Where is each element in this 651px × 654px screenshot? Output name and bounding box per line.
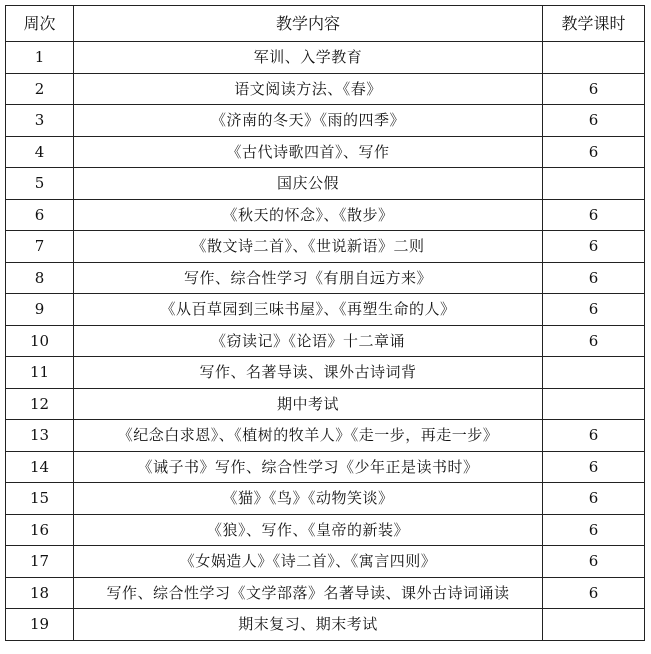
table-row: [6, 451, 645, 483]
table-row: [6, 483, 645, 515]
table-row: [6, 546, 645, 578]
hours-cell: [543, 168, 645, 200]
week-cell: 17: [6, 546, 74, 578]
table-body: [6, 42, 645, 641]
content-cell: 国庆公假: [74, 168, 543, 200]
content-cell: 写作、综合性学习《有朋自远方来》: [74, 262, 543, 294]
content-cell: 《从百草园到三味书屋》、《再塑生命的人》: [74, 294, 543, 326]
week-cell: 16: [6, 514, 74, 546]
week-cell: 14: [6, 451, 74, 483]
hours-cell: 6: [543, 325, 645, 357]
table-row: [6, 73, 645, 105]
content-cell: 《窃读记》《论语》十二章诵: [74, 325, 543, 357]
hours-cell: 6: [543, 294, 645, 326]
hours-cell: [543, 609, 645, 641]
table-row: [6, 262, 645, 294]
week-cell: 19: [6, 609, 74, 641]
table-row: [6, 168, 645, 200]
hours-cell: 6: [543, 451, 645, 483]
hours-cell: 6: [543, 136, 645, 168]
content-cell: 写作、综合性学习《文学部落》名著导读、课外古诗词诵读: [74, 577, 543, 609]
content-cell: 《秋天的怀念》、《散步》: [74, 199, 543, 231]
table-row: [6, 294, 645, 326]
week-cell: 10: [6, 325, 74, 357]
teaching-schedule-table: [5, 5, 645, 641]
content-cell: 《女娲造人》《诗二首》、《寓言四则》: [74, 546, 543, 578]
hours-cell: 6: [543, 577, 645, 609]
table-row: [6, 231, 645, 263]
table-row: [6, 325, 645, 357]
week-cell: 8: [6, 262, 74, 294]
table-row: [6, 514, 645, 546]
hours-cell: 6: [543, 546, 645, 578]
content-cell: 写作、名著导读、课外古诗词背: [74, 357, 543, 389]
table-row: [6, 136, 645, 168]
table-row: [6, 577, 645, 609]
week-cell: 3: [6, 105, 74, 137]
content-cell: 《散文诗二首》、《世说新语》二则: [74, 231, 543, 263]
hours-cell: 6: [543, 231, 645, 263]
content-cell: 期末复习、期末考试: [74, 609, 543, 641]
content-cell: 语文阅读方法、《春》: [74, 73, 543, 105]
content-cell: 《纪念白求恩》、《植树的牧羊人》《走一步，再走一步》: [74, 420, 543, 452]
content-cell: 《狼》、写作、《皇帝的新装》: [74, 514, 543, 546]
content-cell: 《诫子书》写作、综合性学习《少年正是读书时》: [74, 451, 543, 483]
week-cell: 7: [6, 231, 74, 263]
header-row: [6, 6, 645, 42]
hours-cell: 6: [543, 420, 645, 452]
content-cell: 《猫》《鸟》《动物笑谈》: [74, 483, 543, 515]
week-cell: 4: [6, 136, 74, 168]
header-week: 周次: [6, 6, 74, 42]
table-row: [6, 609, 645, 641]
table-row: [6, 42, 645, 74]
hours-cell: 6: [543, 73, 645, 105]
week-cell: 5: [6, 168, 74, 200]
hours-cell: [543, 388, 645, 420]
week-cell: 18: [6, 577, 74, 609]
week-cell: 13: [6, 420, 74, 452]
hours-cell: 6: [543, 105, 645, 137]
content-cell: 期中考试: [74, 388, 543, 420]
table-row: [6, 105, 645, 137]
content-cell: 军训、入学教育: [74, 42, 543, 74]
hours-cell: 6: [543, 262, 645, 294]
table-row: [6, 388, 645, 420]
week-cell: 12: [6, 388, 74, 420]
header-content: 教学内容: [74, 6, 543, 42]
content-cell: 《济南的冬天》《雨的四季》: [74, 105, 543, 137]
table-row: [6, 420, 645, 452]
week-cell: 1: [6, 42, 74, 74]
week-cell: 2: [6, 73, 74, 105]
hours-cell: 6: [543, 483, 645, 515]
week-cell: 11: [6, 357, 74, 389]
content-cell: 《古代诗歌四首》、写作: [74, 136, 543, 168]
hours-cell: [543, 357, 645, 389]
hours-cell: 6: [543, 199, 645, 231]
week-cell: 9: [6, 294, 74, 326]
week-cell: 6: [6, 199, 74, 231]
table-row: [6, 357, 645, 389]
week-cell: 15: [6, 483, 74, 515]
table-row: [6, 199, 645, 231]
hours-cell: [543, 42, 645, 74]
header-hours: 教学课时: [543, 6, 645, 42]
hours-cell: 6: [543, 514, 645, 546]
